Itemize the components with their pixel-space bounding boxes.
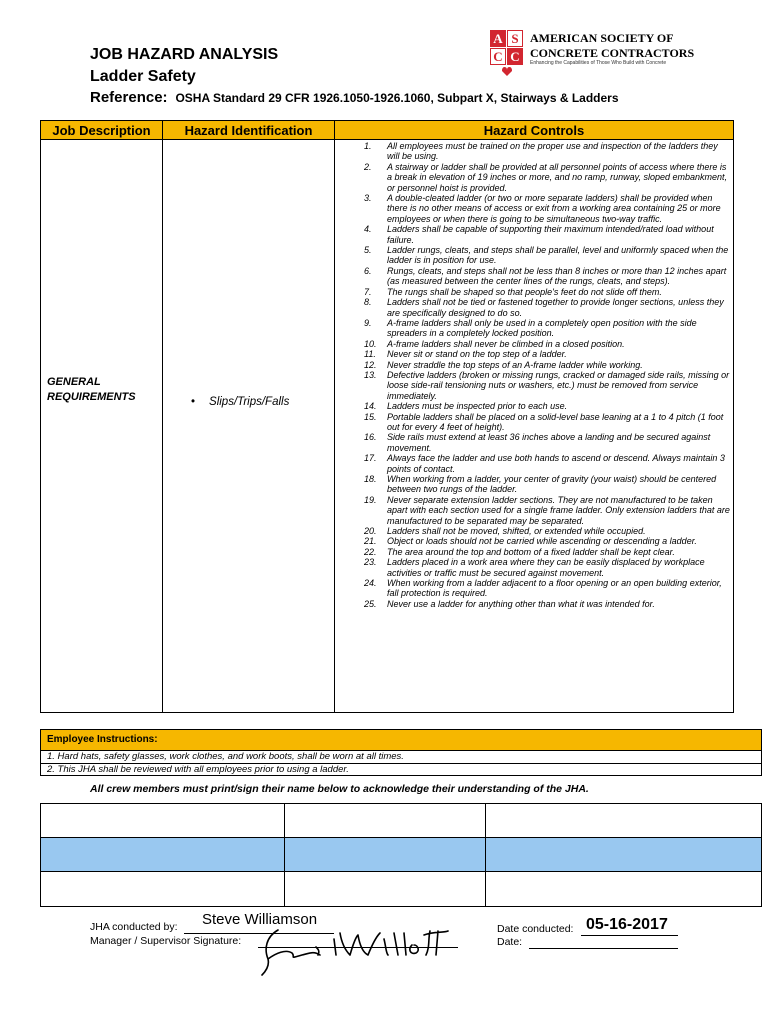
control-number: 11. (364, 349, 376, 360)
column-divider (485, 804, 486, 906)
control-text: Always face the ladder and use both hands to ascend or descend. Always maintain 3 points of contact. (387, 453, 725, 474)
page-subtitle: Ladder Safety (90, 68, 196, 85)
control-item (361, 360, 731, 370)
instruction-item: 1. Hard hats, safety glasses, work clothes, and work boots, shall be worn at all times. (47, 751, 404, 762)
control-number: 19. (364, 494, 377, 505)
control-text: A-frame ladders shall only be used in a completely open position with the side spreaders in a completely locked position. (387, 317, 697, 339)
ascc-logo (490, 30, 695, 82)
logo-letter-c2: C (507, 48, 523, 65)
sign-row[interactable] (41, 872, 761, 906)
control-number: 3. (364, 193, 372, 204)
control-item (361, 536, 731, 546)
hazard-text: Slips/Trips/Falls (209, 396, 290, 408)
control-number: 16. (364, 432, 377, 443)
control-text: Ladders shall not be tied or fastened together to provide longer sections, unless they are specifically designed to do so. (387, 297, 724, 318)
control-item (361, 526, 731, 536)
control-item (361, 141, 731, 162)
control-number: 18. (364, 474, 377, 484)
date-label: Date: (497, 936, 523, 948)
employee-instructions (40, 729, 762, 776)
control-text: Side rails must extend at least 36 inches above a landing and be secured against movement. (387, 432, 711, 453)
control-item (361, 287, 731, 297)
control-number: 12. (364, 359, 377, 370)
signature-image (258, 925, 453, 977)
job-description-cell: GENERAL REQUIREMENTS (47, 376, 136, 403)
column-divider (162, 140, 163, 712)
control-text: Never separate extension ladder sections. They are not manufactured to be taken apart with each section used for a single frame ladder. Only extension ladders that are manufactured to be separated may be separated. (387, 494, 730, 526)
control-text: Defective ladders (broken or missing rungs, cracked or damaged side rails, missing or loose side-rail tensioning nuts or washers, etc.) must be removed from service immediately. (387, 369, 730, 401)
header-hazard-controls: Hazard Controls (335, 121, 733, 140)
sign-row[interactable] (41, 804, 761, 838)
control-text: The rungs shall be shaped so that people's feet do not slide off them. (387, 286, 662, 297)
sign-grid (40, 803, 762, 907)
control-item (361, 370, 731, 401)
page-title: JOB HAZARD ANALYSIS (90, 46, 279, 63)
control-item (361, 266, 731, 287)
control-item (361, 297, 731, 318)
control-number: 6. (364, 265, 372, 276)
logo-letter-a: A (490, 30, 506, 47)
control-number: 5. (364, 245, 372, 256)
control-number: 21. (364, 536, 377, 547)
control-number: 8. (364, 297, 372, 308)
control-text: Rungs, cleats, and steps shall not be less than 8 inches or more than 12 inches apart (as measured between the center lines of the rungs, cleats, and steps). (387, 265, 727, 287)
date-line (529, 948, 678, 949)
control-text: All employees must be trained on the proper use and inspection of the ladders they will be using. (387, 141, 718, 162)
conducted-by-label: JHA conducted by: (90, 921, 178, 933)
date-conducted-label: Date conducted: (497, 923, 574, 935)
logo-heart-icon (502, 67, 512, 76)
signature-label: Manager / Supervisor Signature: (90, 935, 242, 947)
control-item (361, 401, 731, 411)
control-text: Never use a ladder for anything other than what it was intended for. (387, 598, 655, 609)
control-number: 25. (364, 598, 377, 609)
control-item (361, 339, 731, 349)
control-text: Ladders placed in a work area where they can be easily displaced by workplace activities or traffic must be secured against movement. (387, 557, 705, 578)
control-number: 14. (364, 401, 377, 412)
control-text: Ladders shall be capable of supporting their maximum intended/rated load without failure. (387, 224, 714, 245)
control-text: Never sit or stand on the top step of a ladder. (387, 349, 567, 360)
control-text: Portable ladders shall be placed on a solid-level base leaning at a 1 to 4 pitch (1 foot out for every 4 feet of height). (387, 411, 724, 432)
control-item (361, 578, 731, 599)
header-job-description: Job Description (41, 121, 163, 140)
logo-letter-s: S (507, 30, 523, 47)
control-text: Never straddle the top steps of an A-frame ladder while working. (387, 359, 643, 370)
logo-line2: CONCRETE CONTRACTORS (530, 46, 695, 60)
control-number: 4. (364, 224, 372, 235)
control-item (361, 318, 731, 339)
instruction-item: 2. This JHA shall be reviewed with all employees prior to using a ladder. (47, 764, 349, 775)
control-item (361, 224, 731, 245)
control-item (361, 495, 731, 526)
control-number: 22. (364, 546, 377, 557)
date-conducted-value: 05-16-2017 (586, 916, 668, 933)
hazard-controls-list (361, 141, 731, 609)
control-item (361, 193, 731, 224)
control-text: Object or loads should not be carried while ascending or descending a ladder. (387, 536, 697, 547)
reference-value: OSHA Standard 29 CFR 1926.1050-1926.1060, Subpart X, Stairways & Ladders (175, 91, 619, 105)
reference-label: Reference: (90, 89, 168, 106)
logo-letter-c1: C (490, 48, 506, 65)
conducted-by-value: Steve Williamson (202, 911, 318, 928)
control-text: Ladders must be inspected prior to each use. (387, 401, 568, 412)
employee-instructions-heading: Employee Instructions: (41, 730, 761, 751)
control-number: 2. (364, 161, 372, 172)
control-number: 20. (364, 526, 377, 537)
date-conducted-line (581, 935, 678, 936)
control-number: 7. (364, 286, 372, 297)
control-item (361, 245, 731, 266)
control-number: 1. (364, 141, 372, 151)
control-text: When working from a ladder, your center of gravity (your waist) should be centered between two rungs of the ladder. (387, 474, 717, 495)
control-text: A double-cleated ladder (or two or more separate ladders) shall be provided when there is no other means of access or exit from a working area containing 25 or more employees or when there is going to be simultaneous two-way traffic. (387, 193, 721, 224)
control-text: Ladders shall not be moved, shifted, or extended while occupied. (387, 526, 646, 537)
sign-row[interactable] (41, 838, 761, 872)
control-item (361, 547, 731, 557)
control-number: 10. (364, 338, 377, 349)
control-number: 17. (364, 453, 377, 464)
control-text: Ladder rungs, cleats, and steps shall be parallel, level and uniformly spaced when the ladder is in position for use. (387, 245, 729, 266)
control-item (361, 453, 731, 474)
control-item (361, 349, 731, 359)
bullet-icon: • (191, 396, 196, 408)
control-number: 24. (364, 578, 377, 589)
control-text: A-frame ladders shall never be climbed in a closed position. (387, 338, 625, 349)
control-item (361, 412, 731, 433)
control-item (361, 474, 731, 495)
hazard-cell (191, 396, 289, 408)
logo-line1: AMERICAN SOCIETY OF (530, 31, 674, 45)
column-divider (334, 140, 335, 712)
acknowledge-text: All crew members must print/sign their name below to acknowledge their understanding of the JHA. (90, 783, 589, 795)
control-number: 13. (364, 369, 377, 380)
control-item (361, 432, 731, 453)
control-text: The area around the top and bottom of a fixed ladder shall be kept clear. (387, 546, 675, 557)
control-number: 9. (364, 317, 372, 328)
control-item (361, 599, 731, 609)
control-text: A stairway or ladder shall be provided at all personnel points of access where there is a break in elevation of 19 inches or more, and no ramp, runway, sloped embankment, or personnel hoist is provided. (387, 161, 728, 193)
control-text: When working from a ladder adjacent to a floor opening or an open building exterior, fall protection is required. (387, 578, 722, 599)
reference-line (90, 89, 619, 106)
control-number: 23. (364, 557, 377, 568)
control-item (361, 557, 731, 578)
column-divider (284, 804, 285, 906)
control-number: 15. (364, 411, 377, 422)
hazard-table (40, 120, 734, 713)
header-hazard-identification: Hazard Identification (163, 121, 335, 140)
logo-tagline: Enhancing the Capabilities of Those Who Build with Concrete (530, 60, 667, 66)
control-item (361, 162, 731, 193)
